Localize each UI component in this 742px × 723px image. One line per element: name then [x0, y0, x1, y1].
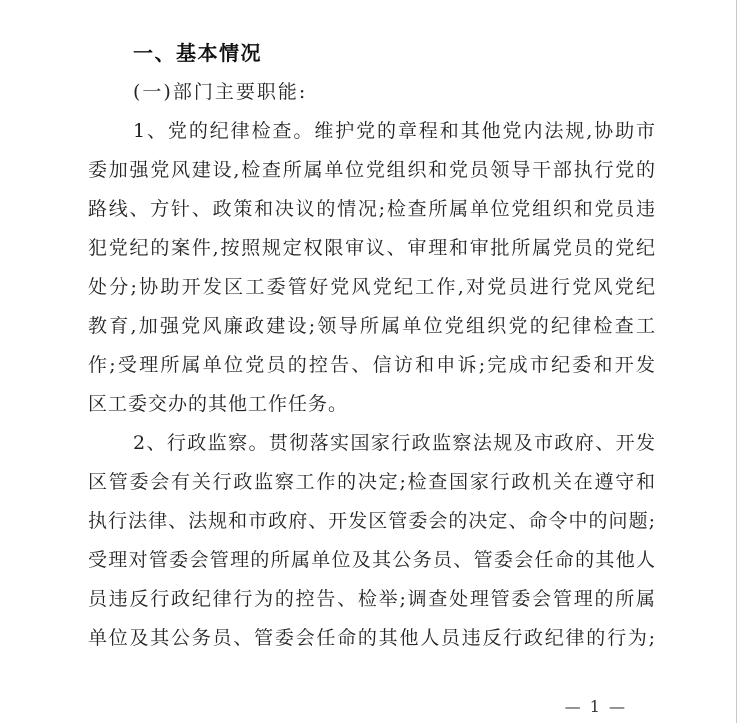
text-line: 受理对管委会管理的所属单位及其公务员、管委会任命的其他人	[88, 549, 655, 571]
subsection-heading: (一)部门主要职能:	[133, 81, 308, 103]
text-line: 委加强党风建设,检查所属单位党组织和党员领导干部执行党的	[88, 159, 655, 181]
paragraph-2	[88, 424, 655, 658]
text-line: 处分;协助开发区工委管好党风党纪工作,对党员进行党风党纪	[88, 276, 655, 298]
text-line: 员违反行政纪律行为的控告、检举;调查处理管委会管理的所属	[88, 588, 655, 610]
text-line: 路线、方针、政策和决议的情况;检查所属单位党组织和党员违	[88, 198, 655, 220]
text-line: 2、行政监察。贯彻落实国家行政监察法规及市政府、开发	[133, 432, 655, 454]
section-heading: 一、基本情况	[133, 41, 262, 65]
text-line: 教育,加强党风廉政建设;领导所属单位党组织党的纪律检查工	[88, 315, 655, 337]
text-line: 1、党的纪律检查。维护党的章程和其他党内法规,协助市	[133, 120, 655, 142]
text-line: 区管委会有关行政监察工作的决定;检查国家行政机关在遵守和	[88, 471, 655, 493]
page-right-edge-line	[736, 0, 737, 723]
document-content	[88, 34, 655, 658]
text-line: 区工委交办的其他工作任务。	[88, 393, 349, 415]
text-line: 犯党纪的案件,按照规定权限审议、审理和审批所属党员的党纪	[88, 237, 655, 259]
page-number: — 1 —	[564, 697, 627, 716]
text-line: 单位及其公务员、管委会任命的其他人员违反行政纪律的行为;	[88, 627, 655, 649]
text-line: 作;受理所属单位党员的控告、信访和申诉;完成市纪委和开发	[88, 354, 655, 376]
paragraph-1	[88, 112, 655, 424]
text-line: 执行法律、法规和市政府、开发区管委会的决定、命令中的问题;	[88, 510, 655, 532]
